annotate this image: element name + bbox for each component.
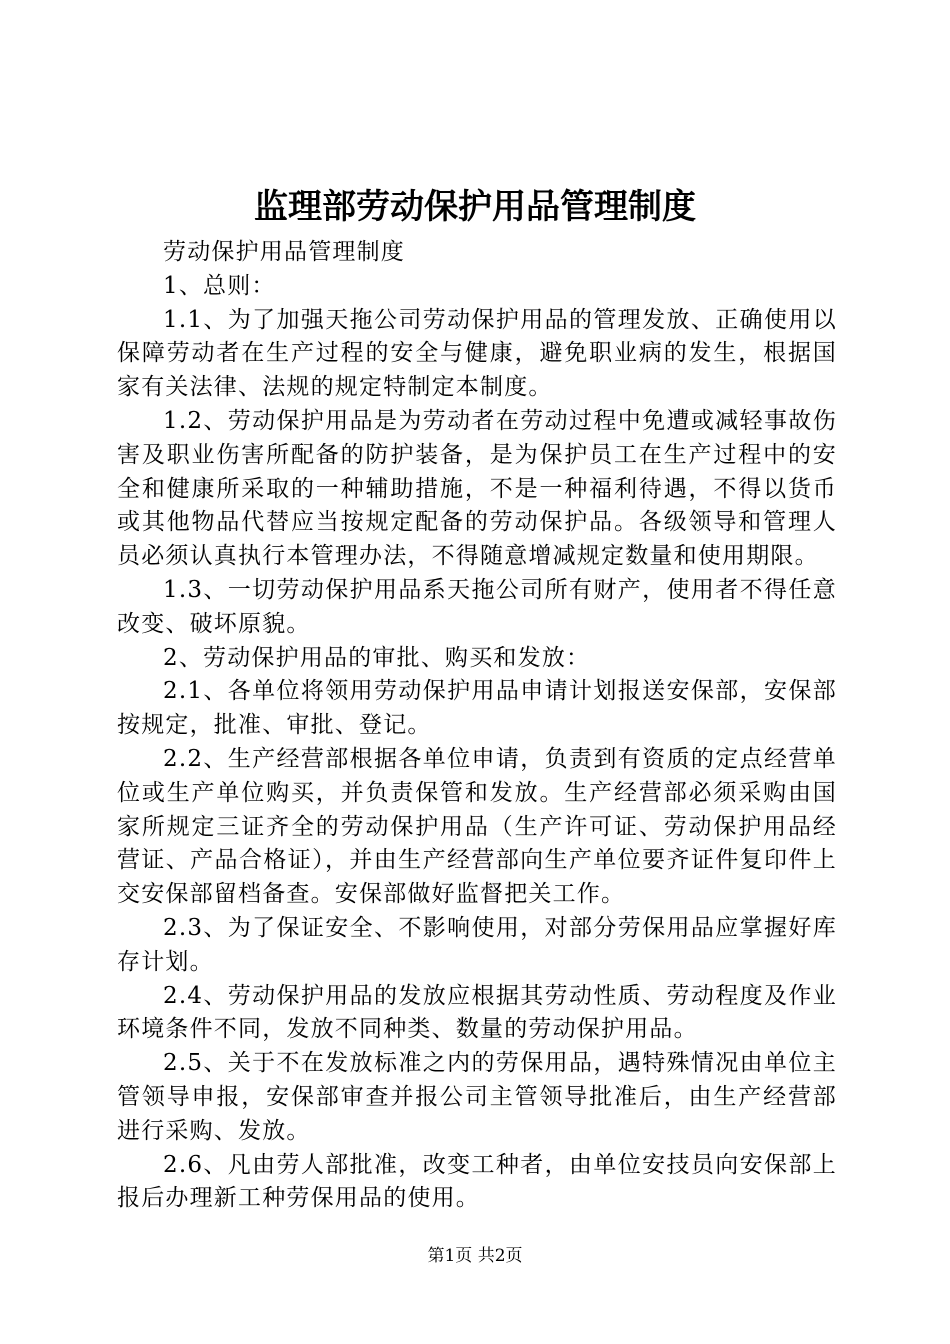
clause-1-3: 1.3、一切劳动保护用品系天拖公司所有财产，使用者不得任意改变、破坏原貌。 xyxy=(117,576,837,637)
clause-1-2: 1.2、劳动保护用品是为劳动者在劳动过程中免遭或减轻事故伤害及职业伤害所配备的防护装备，是为保护员工在生产过程中的安全和健康所采取的一种辅助措施，不是一种福利待遇，不得以货币或其他物品代替应当按规定配备的劳动保护品。各级领导和管理人员必须认真执行本管理办法，不得随意增减规定数量和使用期限。 xyxy=(117,407,837,570)
clause-2-5: 2.5、关于不在发放标准之内的劳保用品，遇特殊情况由单位主管领导申报，安保部审查并报公司主管领导批准后，由生产经营部进行采购、发放。 xyxy=(117,1050,837,1144)
page-footer: 第1页 共2页 xyxy=(427,1246,523,1266)
clause-2-6: 2.6、凡由劳人部批准，改变工种者，由单位安技员向安保部上报后办理新工种劳保用品的使用。 xyxy=(117,1151,837,1212)
document-title: 监理部劳动保护用品管理制度 xyxy=(254,187,696,227)
clause-1-1: 1.1、为了加强天拖公司劳动保护用品的管理发放、正确使用以保障劳动者在生产过程的安全与健康，避免职业病的发生，根据国家有关法律、法规的规定特制定本制度。 xyxy=(117,306,837,401)
section-heading-approval: 2、劳动保护用品的审批、购买和发放： xyxy=(163,644,591,671)
clause-2-4: 2.4、劳动保护用品的发放应根据其劳动性质、劳动程度及作业环境条件不同，发放不同种类、数量的劳动保护用品。 xyxy=(117,982,837,1043)
section-heading-general: 1、总则： xyxy=(163,272,276,299)
clause-2-2: 2.2、生产经营部根据各单位申请，负责到有资质的定点经营单位或生产单位购买，并负责保管和发放。生产经营部必须采购由国家所规定三证齐全的劳动保护用品（生产许可证、劳动保护用品经营证、产品合格证），并由生产经营部向生产单位要齐证件复印件上交安保部留档备查。安保部做好监督把关工作。 xyxy=(117,745,837,908)
clause-2-3: 2.3、为了保证安全、不影响使用，对部分劳保用品应掌握好库存计划。 xyxy=(117,914,837,975)
document-body xyxy=(117,236,837,1216)
subtitle-paragraph: 劳动保护用品管理制度 xyxy=(163,239,405,265)
clause-2-1: 2.1、各单位将领用劳动保护用品申请计划报送安保部，安保部按规定，批准、审批、登记。 xyxy=(117,678,837,739)
